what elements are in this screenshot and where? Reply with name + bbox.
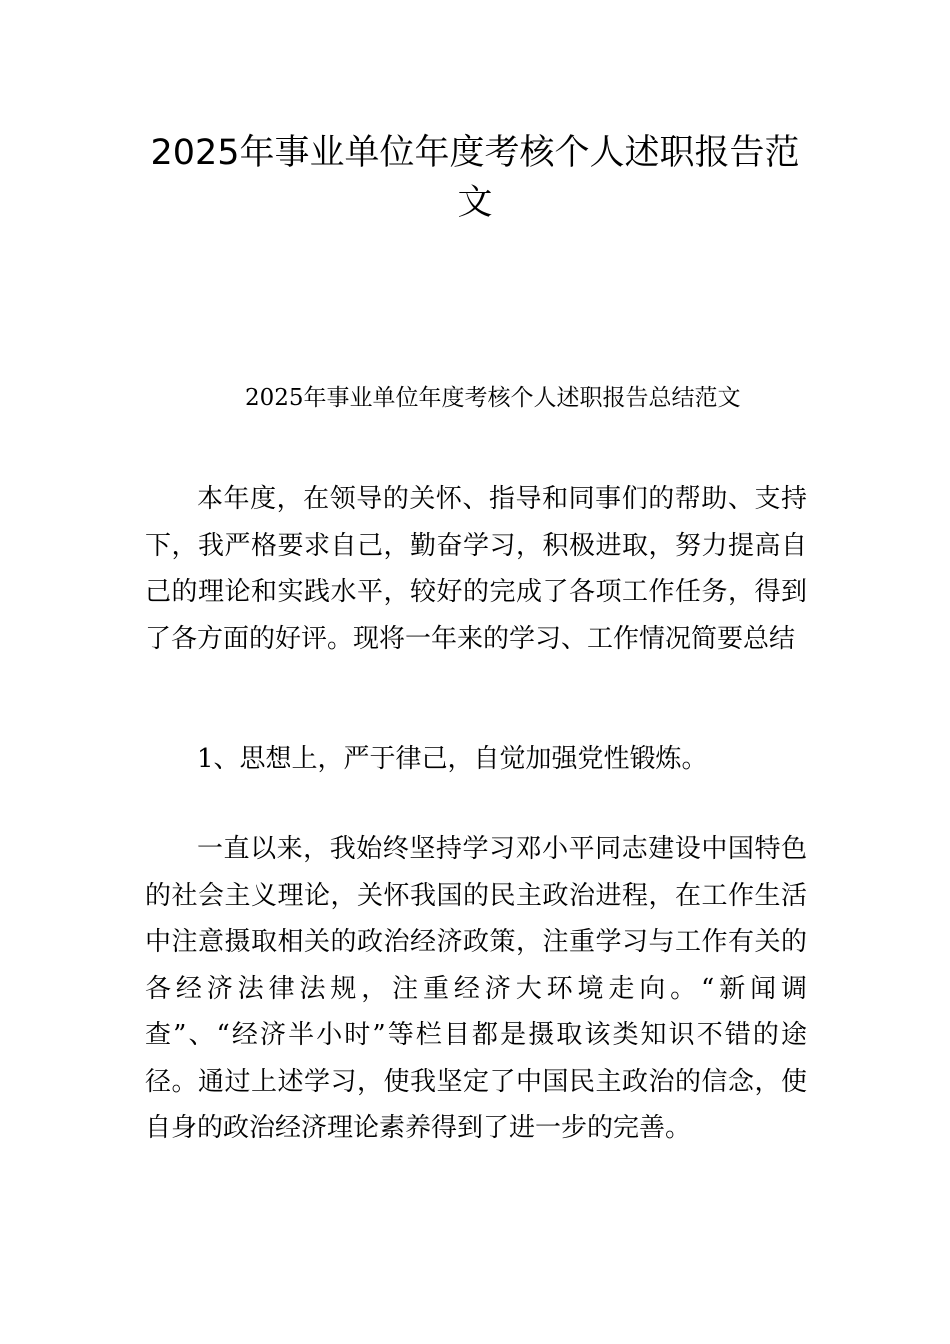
document-title: 2025年事业单位年度考核个人述职报告范文 [150,133,800,223]
paragraph-intro: 本年度，在领导的关怀、指导和同事们的帮助、支持下，我严格要求自己，勤奋学习，积极进取，努力提高自己的理论和实践水平，较好的完成了各项工作任务，得到了各方面的好评。现将一年来的学习、工作情况简要总结 [145,484,807,654]
document-subtitle: 2025年事业单位年度考核个人述职报告总结范文 [245,385,741,411]
paragraph-ideology: 一直以来，我始终坚持学习邓小平同志建设中国特色的社会主义理论，关怀我国的民主政治进程，在工作生活中注意摄取相关的政治经济政策，注重学习与工作有关的各经济法律法规，注重经济大环境走向。“新闻调查”、“经济半小时”等栏目都是摄取该类知识不错的途径。通过上述学习，使我坚定了中国民主政治的信念，使自身的政治经济理论素养得到了进一步的完善。 [145,834,807,1143]
section-heading-1: 1、思想上，严于律己，自觉加强党性锻炼。 [197,744,708,774]
